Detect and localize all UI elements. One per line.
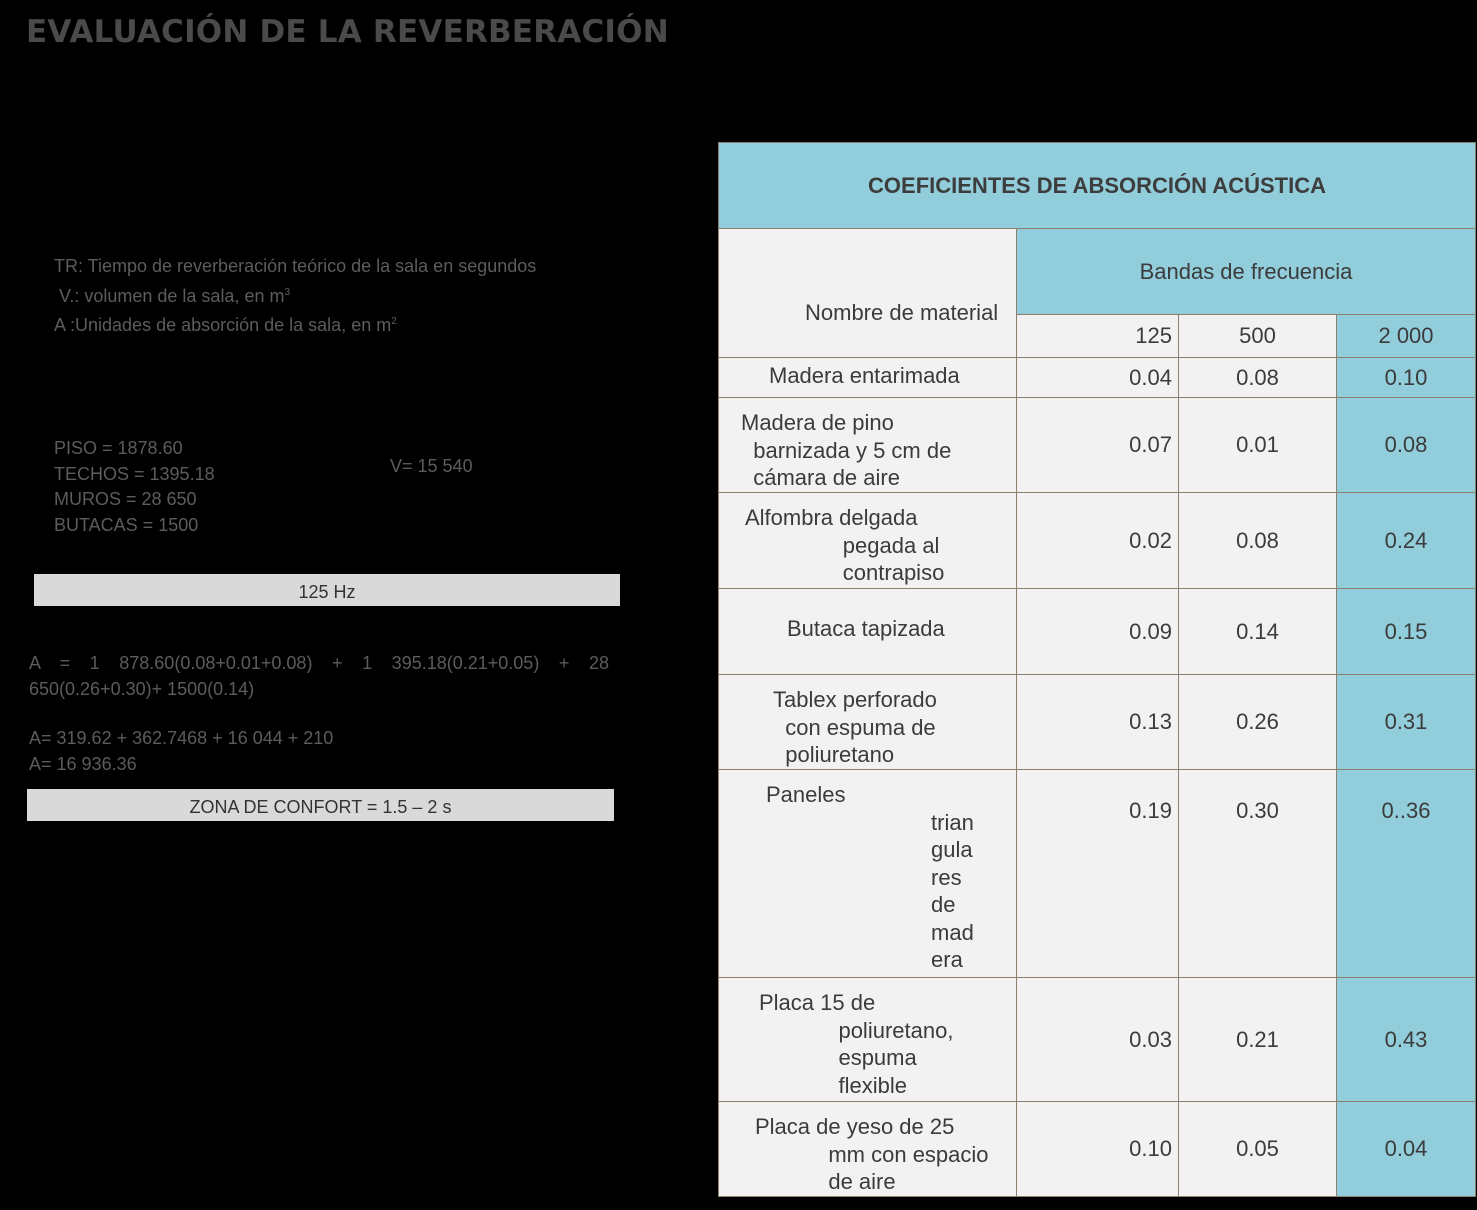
- value-125: 0.02: [1016, 492, 1179, 589]
- area-techos: TECHOS = 1395.18: [54, 463, 215, 484]
- value-500: 0.30: [1178, 769, 1337, 978]
- definition-v-text: V.: volumen de la sala, en m: [59, 285, 285, 306]
- value-2000: 0.31: [1336, 674, 1476, 770]
- material-name: Placa 15 de poliuretano, espuma flexible: [759, 990, 954, 1098]
- value-2000: 0.04: [1336, 1101, 1476, 1197]
- value-125: 0.09: [1016, 588, 1179, 675]
- absorption-equation: [29, 650, 609, 702]
- equation-line-1: A = 1 878.60(0.08+0.01+0.08) + 1 395.18(0.21+0.05) + 28: [29, 653, 609, 673]
- value-125: 0.19: [1016, 769, 1179, 978]
- table-row-material-cell: [718, 588, 1017, 675]
- definition-v: [54, 280, 536, 310]
- surface-areas: [54, 436, 215, 538]
- definition-v-sup: 3: [284, 286, 291, 298]
- material-header-cell: [718, 228, 1017, 358]
- equation-line-2: 650(0.26+0.30)+ 1500(0.14): [29, 679, 255, 699]
- definition-a-text: A :Unidades de absorción de la sala, en m: [54, 315, 392, 335]
- value-2000: 0..36: [1336, 769, 1476, 978]
- material-name: Tablex perforado con espuma de poliuretano: [773, 687, 937, 767]
- value-2000: 0.10: [1336, 357, 1476, 398]
- table-row-material-cell: [718, 674, 1017, 770]
- absorption-coefficients-table: [718, 142, 1476, 1196]
- value-2000: 0.24: [1336, 492, 1476, 589]
- material-name: Placa de yeso de 25 mm con espacio de aire: [755, 1114, 989, 1194]
- value-125: 0.10: [1016, 1101, 1179, 1197]
- area-butacas: BUTACAS = 1500: [54, 514, 199, 535]
- freq-500-header: 500: [1178, 314, 1337, 358]
- value-2000: 0.43: [1336, 977, 1476, 1102]
- table-row-material-cell: [718, 977, 1017, 1102]
- table-row-material-cell: [718, 357, 1017, 398]
- value-125: 0.03: [1016, 977, 1179, 1102]
- value-500: 0.21: [1178, 977, 1337, 1102]
- material-name: Paneles trian gula res de mad era: [766, 782, 974, 972]
- table-title: COEFICIENTES DE ABSORCIÓN ACÚSTICA: [718, 142, 1476, 229]
- value-2000: 0.08: [1336, 397, 1476, 493]
- value-2000: 0.15: [1336, 588, 1476, 675]
- freq-125-header: 125: [1016, 314, 1179, 358]
- freq-2000-header: 2 000: [1336, 314, 1476, 358]
- value-500: 0.26: [1178, 674, 1337, 770]
- material-name: Madera de pino barnizada y 5 cm de cámara de aire: [741, 410, 952, 490]
- material-name: Madera entarimada: [769, 363, 960, 388]
- value-500: 0.08: [1178, 492, 1337, 589]
- area-piso: PISO = 1878.60: [54, 438, 183, 458]
- table-row-material-cell: [718, 492, 1017, 589]
- table-row-material-cell: [718, 397, 1017, 493]
- table-row-material-cell: [718, 1101, 1017, 1197]
- value-125: 0.07: [1016, 397, 1179, 493]
- material-name: Alfombra delgada pegada al contrapiso: [745, 505, 945, 585]
- value-500: 0.08: [1178, 357, 1337, 398]
- value-125: 0.04: [1016, 357, 1179, 398]
- area-muros: MUROS = 28 650: [54, 489, 197, 509]
- bands-header: Bandas de frecuencia: [1016, 228, 1476, 315]
- volume-value: V= 15 540: [390, 456, 473, 476]
- absorption-result: [29, 726, 333, 777]
- material-header: Nombre de material: [805, 300, 999, 325]
- value-500: 0.01: [1178, 397, 1337, 493]
- value-125: 0.13: [1016, 674, 1179, 770]
- material-name: Butaca tapizada: [787, 616, 945, 641]
- value-500: 0.14: [1178, 588, 1337, 675]
- absorption-sum: A= 319.62 + 362.7468 + 16 044 + 210: [29, 728, 334, 748]
- comfort-zone-bar: ZONA DE CONFORT = 1.5 – 2 s: [27, 789, 614, 821]
- definitions: [54, 254, 536, 339]
- definition-a: [54, 309, 536, 339]
- table-row-material-cell: [718, 769, 1017, 978]
- value-500: 0.05: [1178, 1101, 1337, 1197]
- page-title: EVALUACIÓN DE LA REVERBERACIÓN: [26, 14, 669, 50]
- absorption-total: A= 16 936.36: [29, 753, 137, 774]
- frequency-band-bar: 125 Hz: [34, 574, 620, 606]
- definition-a-sup: 2: [391, 316, 397, 327]
- definition-tr: TR: Tiempo de reverberación teórico de la sala en segundos: [54, 256, 537, 276]
